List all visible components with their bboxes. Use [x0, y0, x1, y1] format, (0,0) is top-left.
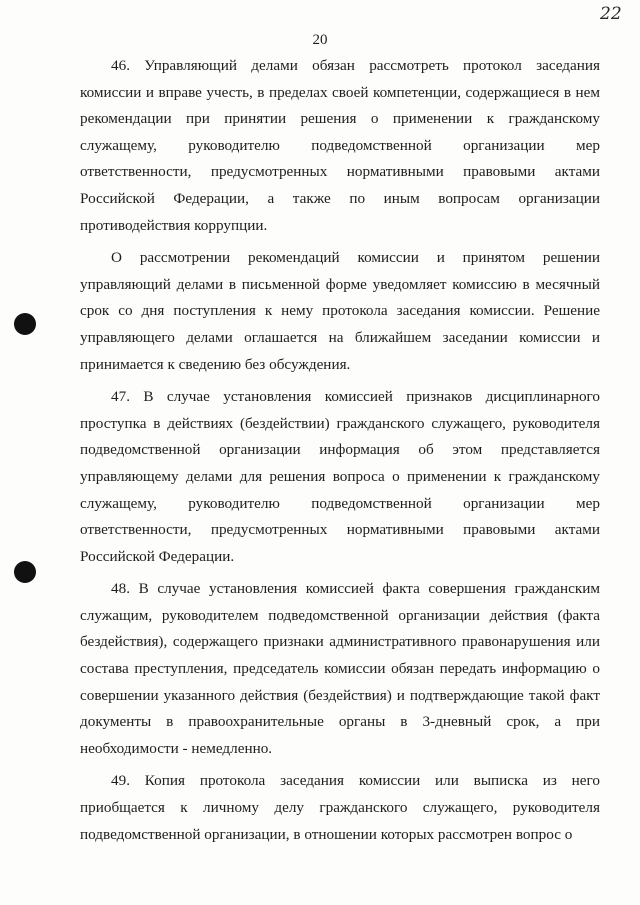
paragraph-48: 48. В случае установления комиссией факта совершения гражданским служащим, руководителем подведомственной организации действия (факта бездействия), содержащего признаки административного правонарушения или состава преступления, председатель комиссии обязан передать информацию о совершении указанного действия (бездействия) и подтверждающие такой факт документы в правоохранительные органы в 3-дневный срок, а при необходимости - немедленно.: [80, 580, 600, 757]
paragraph-46-continuation: О рассмотрении рекомендаций комиссии и принятом решении управляющий делами в письменной форме уведомляет комиссию в месячный срок со дня поступления к нему протокола заседания комиссии. Решение управляющего делами оглашается на ближайшем заседании комиссии и принимается к сведению без обсуждения.: [80, 249, 600, 373]
paragraph-46: 46. Управляющий делами обязан рассмотреть протокол заседания комиссии и вправе учесть, в пределах своей компетенции, содержащиеся в нем рекомендации при принятии решения о применении к гражданскому служащему, руководителю подведомственной организации мер ответственности, предусмотренных нормативными правовыми актами Российской Федерации, а также по иным вопросам организации противодействия коррупции.: [80, 57, 600, 234]
document-body: [80, 53, 600, 854]
handwritten-page-number: 22: [600, 4, 622, 24]
hole-punch-bottom: [14, 561, 36, 583]
page-number: 20: [312, 32, 328, 48]
hole-punch-top: [14, 313, 36, 335]
paragraph-47: 47. В случае установления комиссией признаков дисциплинарного проступка в действиях (бездействии) гражданского служащего, руководителя подведомственной организации информация об этом представляется управляющему делами для решения вопроса о применении к гражданскому служащему, руководителю подведомственной организации мер ответственности, предусмотренных нормативными правовыми актами Российской Федерации.: [80, 388, 600, 565]
paragraph-49: 49. Копия протокола заседания комиссии или выписка из него приобщается к личному делу гражданского служащего, руководителя подведомственной организации, в отношении которых рассмотрен вопрос о: [80, 772, 600, 843]
